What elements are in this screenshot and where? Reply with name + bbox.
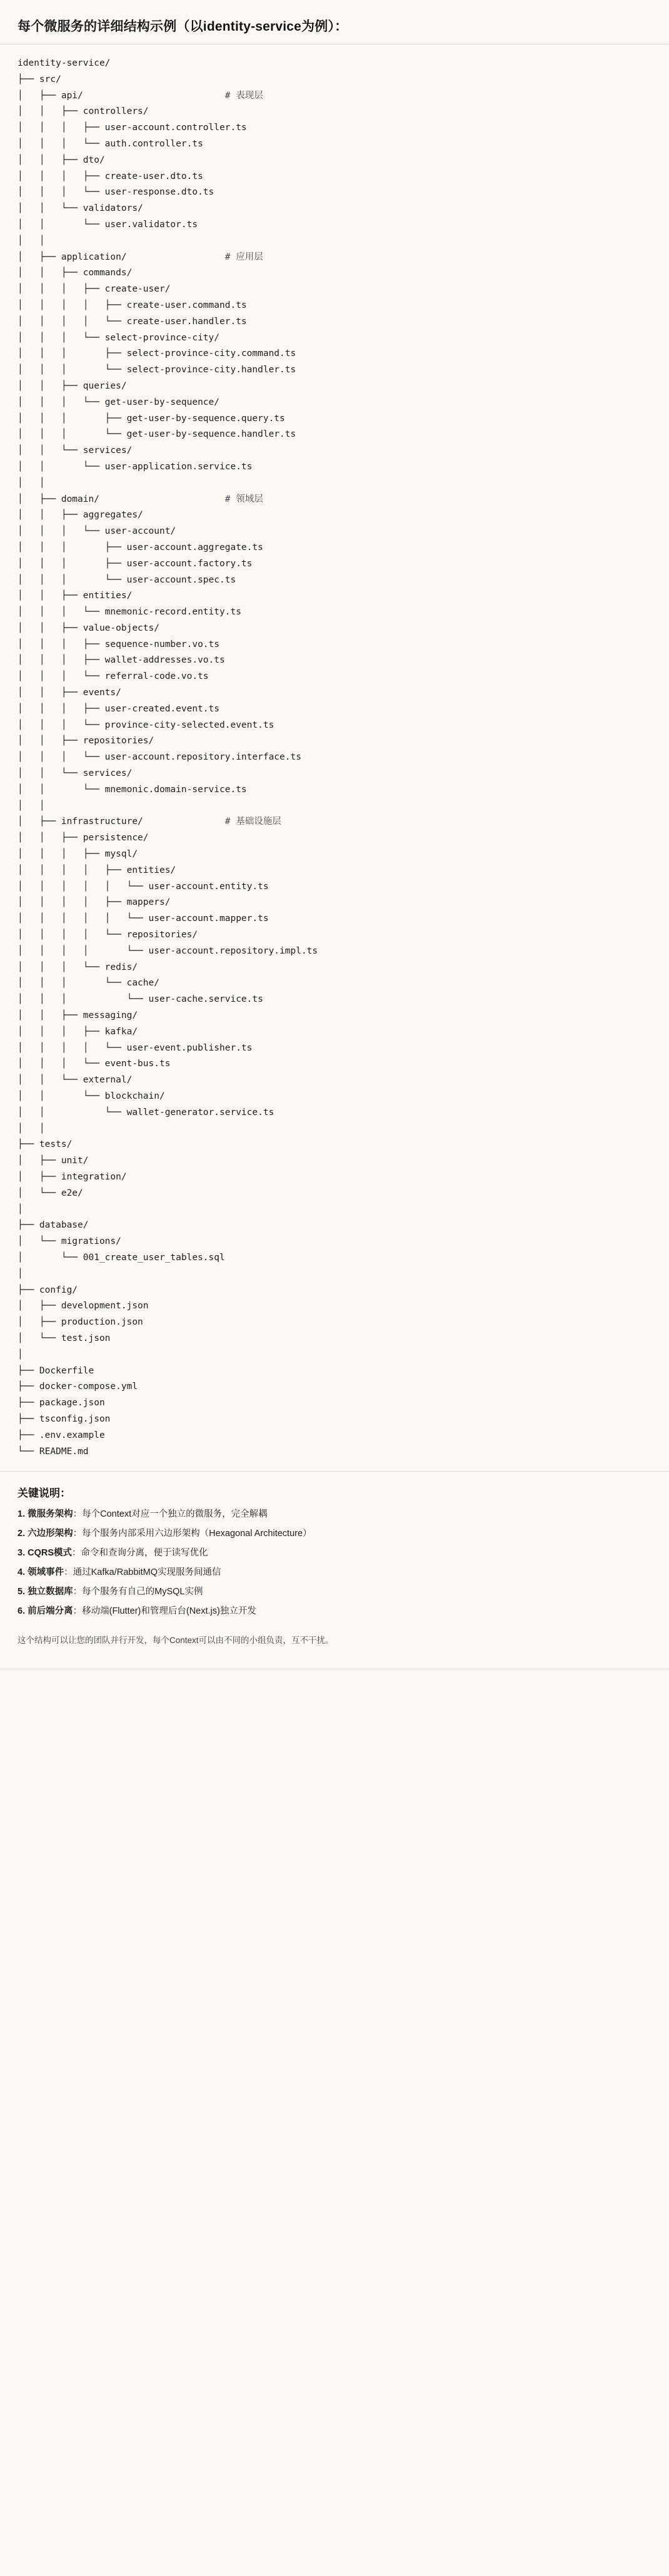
tree-line	[18, 1056, 651, 1072]
tree-line-path: │ ├── development.json	[18, 1301, 149, 1311]
key-point-label: 前后端分离	[28, 1606, 73, 1617]
tree-line-path: │ │ │ └── redis/	[18, 962, 138, 972]
tree-line-path: │ │ │ └── user-account/	[18, 526, 176, 537]
tree-line-path: │ │ │ └── user-account.repository.interface.ts	[18, 752, 301, 763]
tree-line	[18, 637, 651, 653]
tree-line-path: │ │ │ ├── sequence-number.vo.ts	[18, 639, 220, 649]
tree-line-path: │ │ └── validators/	[18, 203, 143, 214]
tree-line-path: │ │	[18, 477, 45, 488]
tree-line	[18, 830, 651, 847]
tree-line	[18, 766, 651, 782]
tree-line-path: │ │ │ ├── user-account.factory.ts	[18, 558, 253, 569]
tree-line-path: ├── package.json	[18, 1398, 105, 1408]
page-title: 每个微服务的详细结构示例（以identity-service为例）：	[18, 19, 348, 34]
tree-line-path: │ │ └── blockchain/	[18, 1091, 165, 1101]
tree-line	[18, 879, 651, 895]
key-point-item	[18, 1505, 651, 1524]
tree-line	[18, 621, 651, 637]
tree-line-path: │ ├── production.json	[18, 1317, 143, 1328]
tree-line	[18, 1283, 651, 1299]
tree-line-path: │ │ └── mnemonic.domain-service.ts	[18, 784, 247, 795]
tree-line	[18, 120, 651, 136]
tree-line	[18, 427, 651, 443]
tree-line-path: │ └── test.json	[18, 1333, 111, 1343]
footnote-text: 这个结构可以让您的团队并行开发，每个Context可以由不同的小组负责，互不干扰。	[18, 1636, 334, 1646]
tree-line-path: │ │ └── external/	[18, 1075, 133, 1086]
tree-line	[18, 330, 651, 347]
tree-line-path: │ │ │ ├── create-user/	[18, 284, 171, 295]
tree-line	[18, 863, 651, 879]
tree-line	[18, 362, 651, 379]
tree-line	[18, 1266, 651, 1283]
key-point-item	[18, 1582, 651, 1602]
tree-line-path: ├── .env.example	[18, 1430, 105, 1440]
tree-line	[18, 975, 651, 992]
tree-line-path: │ ├── unit/	[18, 1156, 89, 1166]
tree-line	[18, 1121, 651, 1138]
key-point-item	[18, 1563, 651, 1582]
tree-line	[18, 1331, 651, 1347]
tree-line	[18, 169, 651, 185]
tree-line	[18, 814, 651, 830]
tree-line-path: │	[18, 1268, 23, 1279]
tree-line-path: │ │ │ │ ├── create-user.command.ts	[18, 300, 247, 310]
tree-line	[18, 944, 651, 960]
tree-line	[18, 750, 651, 766]
key-point-item	[18, 1524, 651, 1544]
tree-line-path: │ │ ├── entities/	[18, 591, 133, 601]
tree-line	[18, 1202, 651, 1218]
directory-tree	[0, 44, 669, 1471]
tree-line	[18, 282, 651, 298]
tree-line	[18, 1218, 651, 1234]
tree-line	[18, 507, 651, 524]
key-point-label: 独立数据库	[28, 1587, 73, 1597]
tree-line	[18, 443, 651, 459]
tree-line-path: │ │ └── user.validator.ts	[18, 219, 198, 230]
tree-line-path: │ │ │ └── event-bus.ts	[18, 1059, 171, 1069]
tree-line-path: │ │ │ └── get-user-by-sequence/	[18, 397, 220, 407]
key-point-label: 六边形架构	[28, 1529, 73, 1539]
tree-line	[18, 250, 651, 266]
tree-line-path: │ │ │ └── cache/	[18, 978, 159, 989]
tree-line-path: │ │ ├── messaging/	[18, 1011, 138, 1021]
tree-line	[18, 1347, 651, 1363]
tree-line	[18, 1041, 651, 1057]
tree-line-path: │	[18, 1349, 23, 1360]
tree-line	[18, 927, 651, 944]
tree-line	[18, 992, 651, 1008]
tree-line	[18, 459, 651, 476]
tree-line	[18, 136, 651, 153]
tree-line-path: │ │ ├── value-objects/	[18, 623, 159, 633]
tree-line-path: │ │ │ ├── wallet-addresses.vo.ts	[18, 655, 225, 666]
tree-line	[18, 201, 651, 217]
tree-line-path: │ ├── application/	[18, 252, 225, 262]
tree-line-path: ├── tests/	[18, 1139, 73, 1150]
tree-line-path: │ │ │ │ └── create-user.handler.ts	[18, 316, 247, 327]
key-point-text: ：每个服务有自己的MySQL实例	[73, 1587, 203, 1597]
tree-line-path: │ │ ├── dto/	[18, 155, 105, 165]
tree-line	[18, 346, 651, 362]
tree-line	[18, 411, 651, 427]
tree-line-path: │ │ ├── queries/	[18, 380, 127, 391]
tree-line-path: ├── Dockerfile	[18, 1365, 94, 1376]
tree-line	[18, 1444, 651, 1460]
tree-line-path: │ │ ├── aggregates/	[18, 510, 143, 521]
tree-line-path: │ │	[18, 800, 45, 811]
tree-line	[18, 233, 651, 250]
tree-line-path: │ │ │ ├── create-user.dto.ts	[18, 171, 203, 181]
key-point-text: ：通过Kafka/RabbitMQ实现服务间通信	[64, 1567, 221, 1578]
tree-line-path: │ │ │ │ │ └── user-account.mapper.ts	[18, 914, 269, 924]
tree-line	[18, 379, 651, 395]
tree-line	[18, 314, 651, 330]
tree-line	[18, 911, 651, 927]
tree-line-path: │ │ │ └── user-cache.service.ts	[18, 994, 263, 1005]
tree-line	[18, 782, 651, 798]
tree-line	[18, 1379, 651, 1395]
tree-line	[18, 718, 651, 734]
tree-line	[18, 1186, 651, 1202]
tree-line	[18, 1428, 651, 1444]
tree-line-path: │ └── migrations/	[18, 1236, 121, 1247]
tree-line-path: │ │ │ ├── mysql/	[18, 849, 138, 860]
key-point-text: ：每个Context对应一个独立的微服务，完全解耦	[73, 1509, 268, 1520]
tree-line-path: │ ├── integration/	[18, 1171, 127, 1182]
tree-line-path: identity-service/	[18, 58, 111, 68]
tree-line	[18, 653, 651, 669]
tree-line-path: └── README.md	[18, 1446, 89, 1457]
tree-line	[18, 701, 651, 718]
tree-line-path: │ │ ├── persistence/	[18, 833, 149, 843]
tree-line	[18, 1315, 651, 1331]
tree-line-path: │ │ └── user-application.service.ts	[18, 461, 253, 472]
key-point-label: 领域事件	[28, 1567, 64, 1578]
tree-line-path: │ │ ├── controllers/	[18, 106, 149, 117]
tree-line	[18, 56, 651, 72]
tree-line	[18, 1250, 651, 1266]
tree-line-path: │ │	[18, 1123, 45, 1134]
tree-line	[18, 960, 651, 976]
tree-line-path: ├── database/	[18, 1220, 89, 1231]
tree-line-path: │ │ │ │ │ └── user-account.entity.ts	[18, 881, 269, 892]
tree-line-path: │ │ │ └── province-city-selected.event.ts	[18, 720, 274, 730]
tree-line	[18, 540, 651, 556]
tree-line-path: │ │ │ ├── select-province-city.command.ts	[18, 349, 296, 359]
tree-line-path: │ │ ├── commands/	[18, 268, 133, 278]
tree-line-path: │ ├── domain/	[18, 494, 225, 504]
tree-line-path: │ │ ├── events/	[18, 688, 121, 698]
tree-line-path: │ │ │ ├── user-account.aggregate.ts	[18, 542, 263, 552]
tree-line-path: │ ├── api/	[18, 90, 225, 101]
tree-line-path: │ │ │ │ └── user-account.repository.impl.ts	[18, 945, 318, 956]
tree-line	[18, 604, 651, 621]
tree-line-path: │ │ │ └── mnemonic-record.entity.ts	[18, 607, 241, 618]
tree-line-comment: # 领域层	[224, 494, 263, 504]
tree-line	[18, 185, 651, 201]
tree-line	[18, 476, 651, 492]
key-point-item	[18, 1544, 651, 1563]
tree-line-comment: # 表现层	[224, 90, 263, 101]
tree-line-path: │ │ │ └── user-account.spec.ts	[18, 574, 236, 585]
tree-line-path: │ │ │ ├── get-user-by-sequence.query.ts	[18, 413, 285, 424]
tree-line	[18, 556, 651, 573]
tree-line	[18, 1024, 651, 1041]
tree-line	[18, 733, 651, 750]
key-points-list	[0, 1505, 669, 1625]
tree-line-path: │ │ │ │ └── repositories/	[18, 930, 198, 940]
tree-line-path: │ │ │ └── get-user-by-sequence.handler.ts	[18, 429, 296, 440]
tree-line-path: ├── src/	[18, 74, 61, 84]
tree-line	[18, 395, 651, 411]
key-points-heading: 关键说明：	[18, 1487, 71, 1500]
tree-line	[18, 492, 651, 508]
key-point-number: 3.	[18, 1548, 28, 1559]
tree-line-comment: # 基础设施层	[224, 817, 281, 827]
tree-line	[18, 669, 651, 685]
tree-line-path: ├── tsconfig.json	[18, 1413, 111, 1424]
tree-line	[18, 798, 651, 815]
tree-line	[18, 847, 651, 863]
key-point-text: ：移动端(Flutter)和管理后台(Next.js)独立开发	[73, 1606, 256, 1617]
key-point-number: 6.	[18, 1606, 28, 1617]
tree-line-path: │ │ └── wallet-generator.service.ts	[18, 1107, 274, 1117]
tree-line	[18, 1234, 651, 1250]
tree-line-path: │ └── 001_create_user_tables.sql	[18, 1252, 225, 1263]
tree-line	[18, 217, 651, 233]
tree-line-path: │ │ └── services/	[18, 445, 133, 456]
tree-line-path: │ │ │ │ └── user-event.publisher.ts	[18, 1042, 253, 1053]
tree-line	[18, 1153, 651, 1169]
tree-line	[18, 153, 651, 169]
tree-line-path: │ │	[18, 235, 45, 246]
tree-line-path: │ │ │ └── select-province-city/	[18, 332, 220, 343]
key-point-item	[18, 1602, 651, 1621]
tree-line	[18, 1008, 651, 1024]
tree-line-path: │ │ │ │ ├── mappers/	[18, 897, 171, 908]
tree-line-path: │	[18, 1204, 23, 1214]
tree-line	[18, 1298, 651, 1315]
tree-line	[18, 1395, 651, 1412]
tree-line-path: │ │ │ └── auth.controller.ts	[18, 138, 203, 149]
tree-line-path: │ │ │ ├── user-created.event.ts	[18, 703, 220, 714]
key-point-number: 5.	[18, 1587, 28, 1597]
tree-line	[18, 104, 651, 120]
key-point-label: 微服务架构	[28, 1509, 73, 1520]
key-point-text: ：命令和查询分离，便于读写优化	[72, 1548, 208, 1559]
key-point-text: ：每个服务内部采用六边形架构（Hexagonal Architecture）	[73, 1529, 312, 1539]
tree-line-path: │ │ └── services/	[18, 768, 133, 779]
tree-line	[18, 265, 651, 282]
key-point-number: 2.	[18, 1529, 28, 1539]
tree-line	[18, 1412, 651, 1428]
tree-line	[18, 88, 651, 104]
tree-line	[18, 1072, 651, 1089]
tree-line	[18, 895, 651, 911]
key-point-number: 1.	[18, 1509, 28, 1520]
tree-line	[18, 1105, 651, 1121]
tree-line-path: │ │ │ ├── kafka/	[18, 1026, 138, 1037]
tree-line-path: │ │ │ └── referral-code.vo.ts	[18, 671, 209, 682]
tree-line	[18, 1137, 651, 1153]
key-point-label: CQRS模式	[28, 1548, 73, 1559]
tree-line-path: │ │ │ ├── user-account.controller.ts	[18, 123, 247, 133]
tree-line-path: │ ├── infrastructure/	[18, 817, 225, 827]
tree-line-path: │ │ │ │ ├── entities/	[18, 865, 176, 875]
tree-line	[18, 524, 651, 540]
tree-line	[18, 573, 651, 589]
key-point-number: 4.	[18, 1567, 28, 1578]
tree-line	[18, 588, 651, 604]
tree-line	[18, 72, 651, 88]
tree-line-path: ├── docker-compose.yml	[18, 1382, 138, 1392]
tree-line	[18, 298, 651, 314]
tree-line	[18, 1363, 651, 1380]
tree-line-path: │ │ ├── repositories/	[18, 736, 154, 746]
tree-line-path: │ └── e2e/	[18, 1188, 83, 1198]
tree-line	[18, 1169, 651, 1186]
tree-line-comment: # 应用层	[224, 252, 263, 262]
tree-line-path: │ │ │ └── user-response.dto.ts	[18, 187, 214, 198]
tree-line-path: │ │ │ └── select-province-city.handler.ts	[18, 365, 296, 375]
tree-line	[18, 685, 651, 701]
tree-line	[18, 1089, 651, 1105]
tree-line-path: ├── config/	[18, 1285, 78, 1295]
